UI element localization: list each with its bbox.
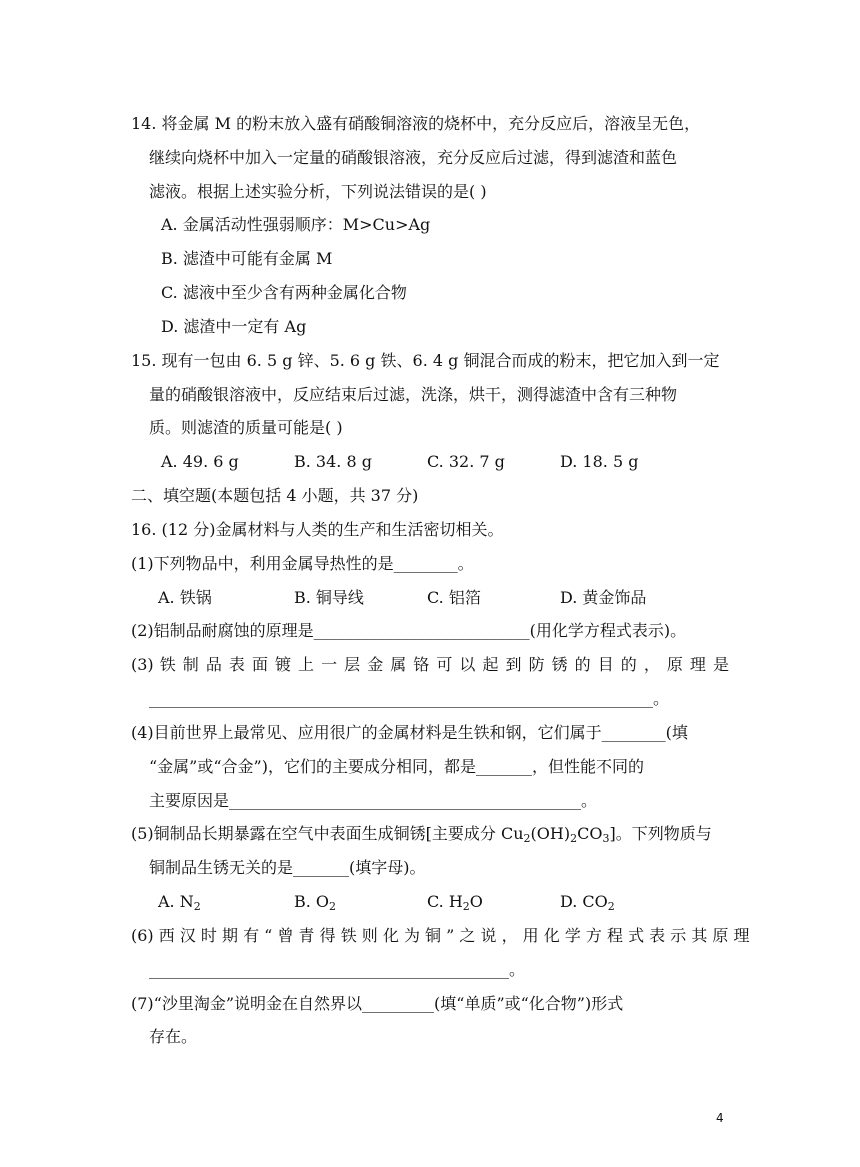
p5-opt-a-sub: 2 <box>193 900 201 913</box>
q15-option-d: D. 18. 5 g <box>560 452 639 471</box>
q16-p5-option-c <box>427 891 483 913</box>
p5-opt-c-text: C. H <box>427 892 463 911</box>
p5-opt-b-text: B. O <box>294 892 330 911</box>
q16-p5-option-a <box>158 891 201 913</box>
q16-part-5-line-1 <box>131 823 712 845</box>
q16-p5-option-b <box>294 891 336 913</box>
q15-line-2: 量的硝酸银溶液中，反应结束后过滤，洗涤，烘干，测得滤渣中含有三种物 <box>149 385 678 404</box>
p5-opt-a-text: A. N <box>158 892 194 911</box>
p5-text-a: (5)铜制品长期暴露在空气中表面生成铜锈[主要成分 Cu <box>131 824 524 843</box>
p5-opt-d-text: D. CO <box>560 892 608 911</box>
q16-part-4-line-3: 主要原因是____________________________________________。 <box>149 791 598 810</box>
q16-p1-option-d: D. 黄金饰品 <box>560 588 647 607</box>
q15-option-b: B. 34. 8 g <box>294 452 372 471</box>
q16-part-5-line-2: 铜制品生锈无关的是_______(填字母)。 <box>149 858 426 877</box>
p5-opt-c-text-b: O <box>469 892 483 911</box>
p5-sub-1: 2 <box>523 832 531 845</box>
q14-option-b: B. 滤渣中可能有金属 M <box>161 249 333 268</box>
q16-stem: 16. (12 分)金属材料与人类的生产和生活密切相关。 <box>131 520 504 539</box>
q14-line-2: 继续向烧杯中加入一定量的硝酸银溶液，充分反应后过滤，得到滤渣和蓝色 <box>149 148 678 167</box>
q16-p1-option-c: C. 铝箔 <box>427 588 481 607</box>
p5-sub-2: 2 <box>570 832 578 845</box>
q16-part-1: (1)下列物品中，利用金属导热性的是________。 <box>131 554 474 573</box>
q14-line-3: 滤液。根据上述实验分析，下列说法错误的是( ) <box>149 182 487 201</box>
q16-part-6-line-1: (6) 西 汉 时 期 有 “ 曾 青 得 铁 则 化 为 铜 ” 之 说 ， 用 化 学 方 程 式 表 示 其 原 理 <box>131 926 750 945</box>
q15-line-3: 质。则滤渣的质量可能是( ) <box>149 418 343 437</box>
q16-part-4-line-2: “金属”或“合金”)，它们的主要成分相同，都是_______，但性能不同的 <box>149 757 644 776</box>
p5-sub-3: 3 <box>602 832 610 845</box>
q15-option-a: A. 49. 6 g <box>161 452 239 471</box>
q16-part-3-line-1: (3) 铁 制 品 表 面 镀 上 一 层 金 属 铬 可 以 起 到 防 锈 的 目 的 ， 原 理 是 <box>131 655 729 674</box>
page-number: 4 <box>716 1111 724 1125</box>
p5-opt-b-sub: 2 <box>329 900 337 913</box>
q16-part-3-line-2: _______________________________________________________________。 <box>149 689 669 708</box>
q14-option-c: C. 滤液中至少含有两种金属化合物 <box>161 283 407 302</box>
section-heading: 二、填空题(本题包括 4 小题，共 37 分) <box>131 486 419 505</box>
p5-text-b: (OH) <box>530 824 571 843</box>
q14-line-1: 14. 将金属 M 的粉末放入盛有硝酸铜溶液的烧杯中，充分反应后，溶液呈无色， <box>131 114 701 133</box>
p5-opt-d-sub: 2 <box>607 900 615 913</box>
q16-part-7-line-2: 存在。 <box>149 1027 198 1046</box>
q16-part-2: (2)铝制品耐腐蚀的原理是___________________________(用化学方程式表示)。 <box>131 621 687 640</box>
p5-text-c: CO <box>577 824 603 843</box>
q16-p1-option-a: A. 铁锅 <box>158 588 212 607</box>
q14-option-a: A. 金属活动性强弱顺序：M>Cu>Ag <box>161 215 431 234</box>
q16-p1-option-b: B. 铜导线 <box>294 588 364 607</box>
q16-p5-option-d <box>560 891 615 913</box>
p5-text-d: ]。下列物质与 <box>609 824 712 843</box>
q14-option-d: D. 滤渣中一定有 Ag <box>161 317 307 336</box>
q15-line-1: 15. 现有一包由 6. 5 g 锌、5. 6 g 铁、6. 4 g 铜混合而成的粉末，把它加入到一定 <box>131 351 720 370</box>
q16-part-7-line-1: (7)“沙里淘金”说明金在自然界以_________(填“单质”或“化合物”)形式 <box>131 994 624 1013</box>
p5-opt-c-sub: 2 <box>462 900 470 913</box>
q16-part-6-line-2: _____________________________________________。 <box>149 960 526 979</box>
q15-option-c: C. 32. 7 g <box>427 452 505 471</box>
q16-part-4-line-1: (4)目前世界上最常见、应用很广的金属材料是生铁和钢，它们属于________(填 <box>131 723 688 742</box>
